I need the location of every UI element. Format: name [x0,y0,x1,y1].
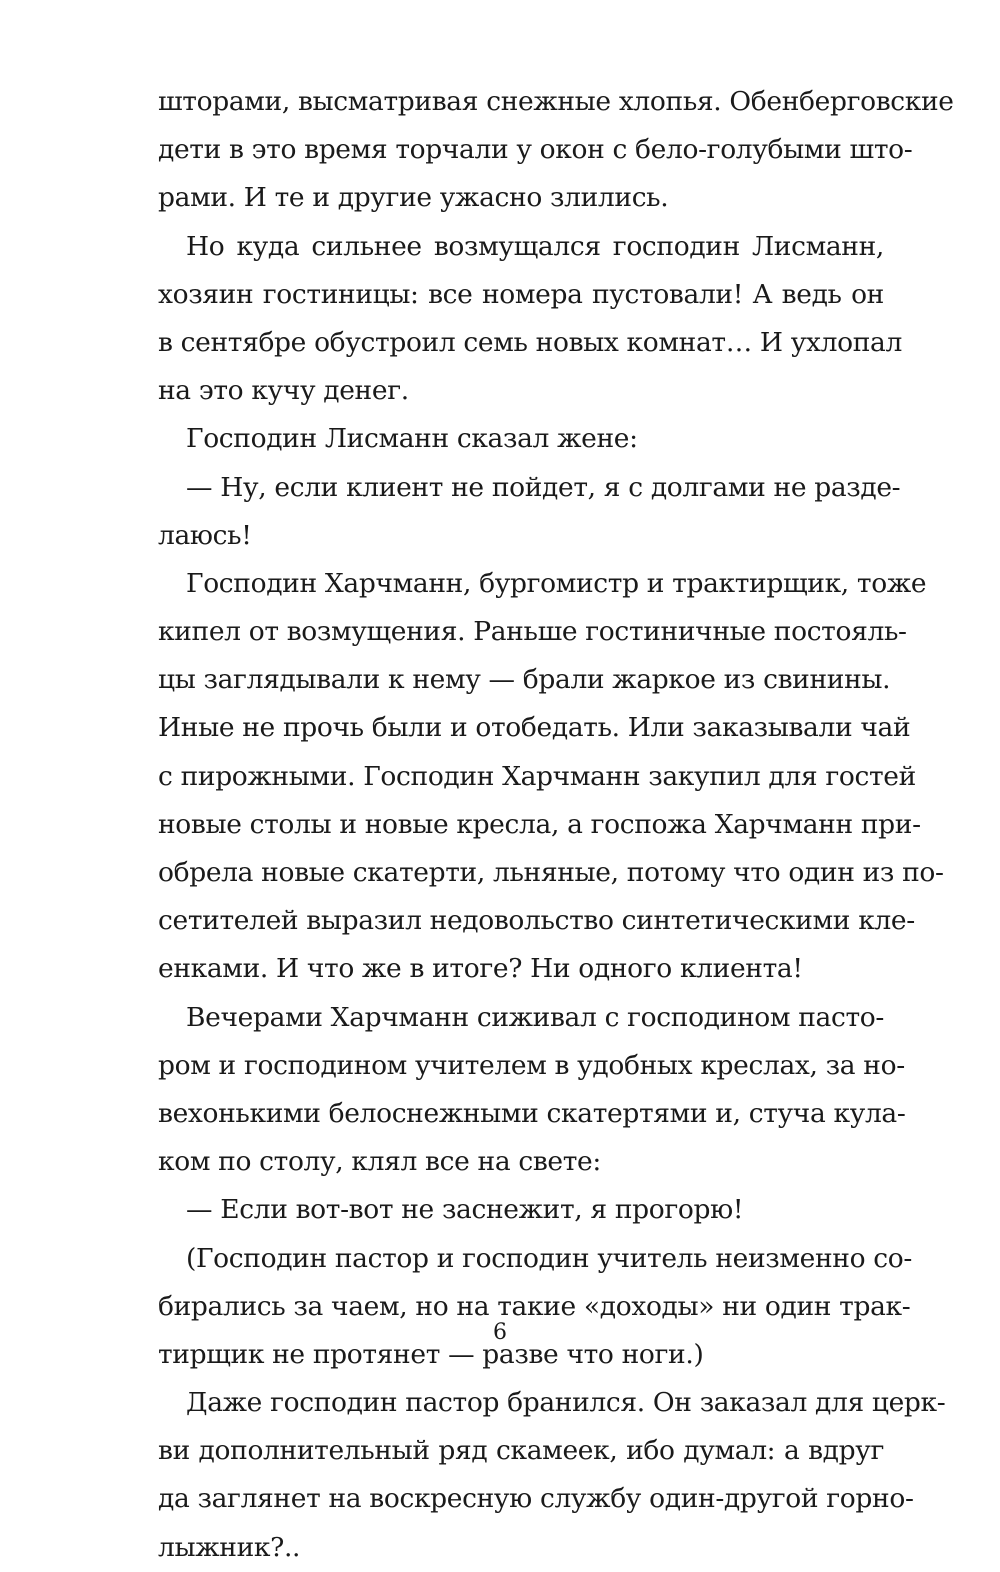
text-line: рами. И те и другие ужасно злились. [158,182,669,214]
text-line: Иные не прочь были и отобедать. Или заказывали чай [158,712,911,744]
page-number: 6 [493,1320,507,1345]
text-line: ви дополнительный ряд скамеек, ибо думал: а вдруг [158,1435,884,1467]
text-line: с пирожными. Господин Харчманн закупил для гостей [158,760,916,792]
text-line: лаюсь! [158,519,252,551]
text-line: да заглянет на воскресную службу один-другой горно- [158,1483,914,1515]
text-line: хозяин гостиницы: все номера пустовали! А ведь он [158,278,884,310]
text-line: ром и господином учителем в удобных креслах, за но- [158,1049,905,1081]
text-line: бирались за чаем, но на такие «доходы» ни один трак- [158,1290,911,1322]
text-line: Но куда сильнее возмущался господин Лисманн, [186,230,884,262]
text-line: дети в это время торчали у окон с бело-голубыми што- [158,134,913,166]
text-line: сетителей выразил недовольство синтетическими кле- [158,905,915,937]
text-line: обрела новые скатерти, льняные, потому что один из по- [158,857,944,888]
text-line: цы заглядывали к нему — брали жаркое из свинины. [158,664,891,696]
text-line: Господин Лисманн сказал жене: [186,423,638,455]
text-line: ком по столу, клял все на свете: [158,1146,601,1178]
text-line: на это кучу денег. [158,375,409,407]
text-line: вехонькими белоснежными скатертями и, стуча кула- [158,1097,906,1129]
text-line: Господин Харчманн, бургомистр и трактирщик, тоже [186,567,927,599]
text-line: енками. И что же в итоге? Ни одного клиента! [158,953,803,985]
text-line: (Господин пастор и господин учитель неизменно со- [186,1242,912,1274]
text-line: лыжник?.. [158,1531,301,1563]
text-line: — Ну, если клиент не пойдет, я с долгами не разде- [186,471,901,503]
text-line: тирщик не протянет — разве что ноги.) [158,1338,704,1370]
text-line: в сентябре обустроил семь новых комнат… И ухлопал [158,326,902,358]
text-line: Вечерами Харчманн сиживал с господином пасто- [186,1001,884,1033]
text-line: кипел от возмущения. Раньше гостиничные постояль- [158,616,907,648]
text-line: шторами, высматривая снежные хлопья. Обенберговские [158,86,954,117]
text-line: — Если вот-вот не заснежит, я прогорю! [186,1194,744,1226]
text-line: новые столы и новые кресла, а госпожа Харчманн при- [158,808,921,840]
text-line: Даже господин пастор бранился. Он заказал для церк- [186,1387,946,1419]
